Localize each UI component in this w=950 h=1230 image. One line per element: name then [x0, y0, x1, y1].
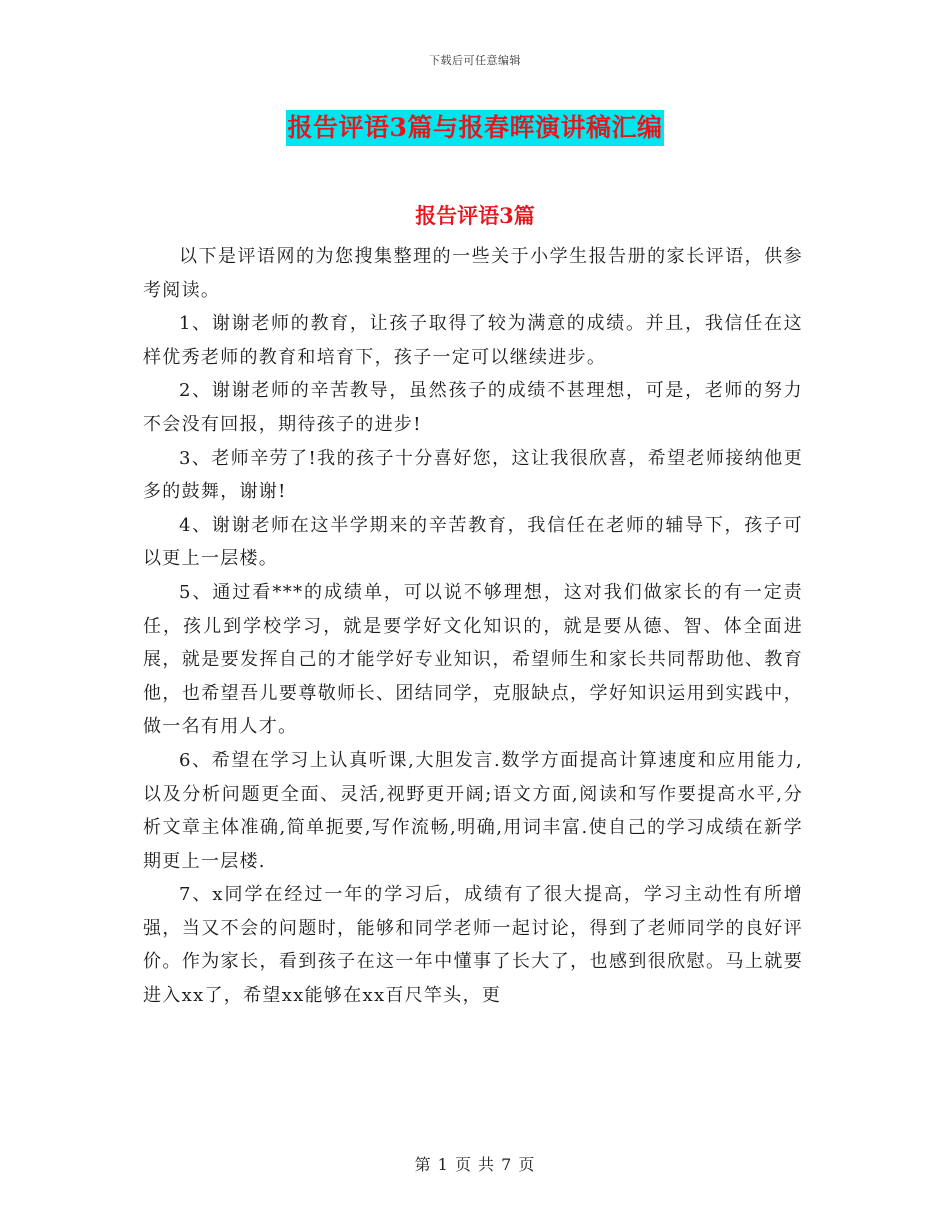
paragraph-item-1: 1、谢谢老师的教育，让孩子取得了较为满意的成绩。并且，我信任在这样优秀老师的教育和培育下，孩子一定可以继续进步。 [143, 313, 803, 368]
page-number-footer: 第 1 页 共 7 页 [414, 1155, 536, 1174]
document-body [143, 240, 803, 1013]
paragraph-intro: 以下是评语网的为您搜集整理的一些关于小学生报告册的家长评语，供参考阅读。 [143, 246, 803, 301]
paragraph-item-4: 4、谢谢老师在这半学期来的辛苦教育，我信任在老师的辅导下，孩子可以更上一层楼。 [143, 514, 803, 570]
paragraph-item-3: 3、老师辛劳了!我的孩子十分喜好您，这让我很欣喜，希望老师接纳他更多的鼓舞，谢谢! [143, 447, 803, 503]
paragraph-item-5: 5、通过看***的成绩单，可以说不够理想，这对我们做家长的有一定责任，孩儿到学校学习，就是要学好文化知识的，就是要从德、智、体全面进展，就是要发挥自己的才能学好专业知识，希望师生和家长共同帮助他、教育他，也希望吾儿要尊敬师长、团结同学，克服缺点，学好知识运用到实践中，做一名有用人才。 [143, 581, 803, 738]
paragraph-item-2: 2、谢谢老师的辛苦教导，虽然孩子的成绩不甚理想，可是，老师的努力不会没有回报，期待孩子的进步! [143, 380, 803, 435]
document-main-title: 报告评语3篇与报春晖演讲稿汇编 [286, 110, 665, 146]
section-title: 报告评语3篇 [415, 203, 535, 228]
paragraph-item-7: 7、x同学在经过一年的学习后，成绩有了很大提高，学习主动性有所增强，当又不会的问题时，能够和同学老师一起讨论，得到了老师同学的良好评价。作为家长，看到孩子在这一年中懂事了长大了，也感到很欣慰。马上就要进入xx了，希望xx能够在xx百尺竿头，更 [143, 884, 803, 1007]
main-title-container [0, 110, 950, 146]
paragraph-item-6: 6、希望在学习上认真听课,大胆发言.数学方面提高计算速度和应用能力,以及分析问题更全面、灵活,视野更开阔;语文方面,阅读和写作要提高水平,分析文章主体准确,简单扼要,写作流畅,明确,用词丰富.使自己的学习成绩在新学期更上一层楼. [143, 749, 803, 872]
page-header: 下载后可任意编辑 [429, 54, 521, 67]
